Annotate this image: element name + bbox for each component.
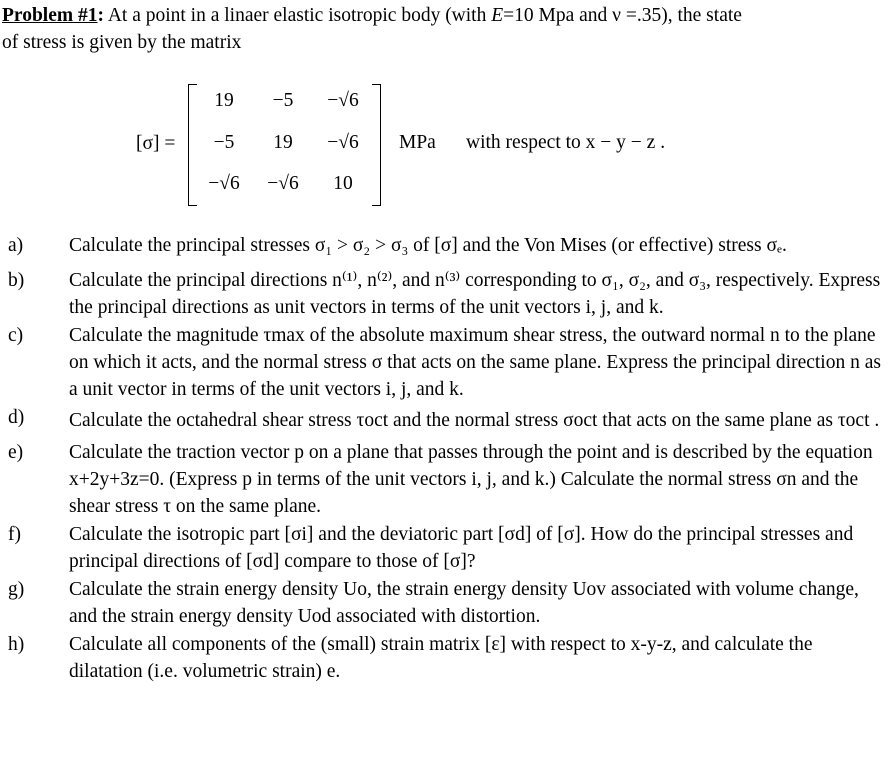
item-text: Calculate the octahedral shear stress τoct and the normal stress σoct that acts on the same plane as τoct . [69,410,880,431]
item-label: f) [8,524,21,545]
right-bracket [372,84,381,206]
list-item [0,404,888,438]
matrix-frame: with respect to x − y − z . [466,132,666,153]
item-text: Calculate the strain energy density Uo, the strain energy density Uov associated with volume change, and the strain energy density Uod associated with distortion. [69,579,859,627]
question-list [0,232,888,685]
matrix-cell: 19 [214,90,234,111]
matrix-cell: −5 [272,90,294,111]
matrix-lhs: [σ] = [136,133,176,154]
item-label: b) [8,270,25,291]
problem-title: Problem #1 [2,5,98,26]
list-item [0,322,888,403]
problem-intro [2,2,882,56]
item-label: h) [8,634,25,655]
matrix-cell: −√6 [208,173,240,194]
stress-matrix [0,80,888,210]
matrix-cell: −√6 [267,173,299,194]
title-colon: : [97,5,105,26]
matrix-cell: −√6 [327,132,359,153]
list-item [0,232,888,259]
list-item [0,576,888,630]
list-item [0,439,888,520]
item-label: d) [8,407,25,428]
matrix-cell: 10 [333,173,353,194]
item-text: Calculate the magnitude τmax of the absolute maximum shear stress, the outward normal n to the plane on which it acts, and the normal stress σ that acts on the same plane. Express the principal direction n as a unit vector in terms of the unit vectors i, j, and k. [69,325,881,400]
item-text: Calculate the traction vector p on a plane that passes through the point and is described by the equation x+2y+3z=0. (Express p in terms of the unit vectors i, j, and k.) Calculate the normal stress σn and the shear stress τ on the same plane. [69,442,873,517]
matrix-unit: MPa [399,132,436,153]
item-label: a) [8,235,24,256]
list-item [0,521,888,575]
modulus-symbol: E [491,5,504,26]
item-text: Calculate the isotropic part [σi] and the deviatoric part [σd] of [σ]. How do the principal stresses and principal directions of [σd] compare to those of [σ]? [69,524,854,572]
intro-line2: of stress is given by the matrix [2,32,242,53]
item-text: Calculate the principal stresses σ₁ > σ₂ > σ₃ of [σ] and the Von Mises (or effective) stress σₑ. [69,235,787,256]
item-label: e) [8,442,24,463]
list-item [0,267,888,321]
item-label: g) [8,579,25,600]
item-label: c) [8,325,24,346]
list-item [0,631,888,685]
modulus-value: =10 Mpa and ν =.35), the state [503,5,742,26]
intro-line1: At a point in a linaer elastic isotropic body (with [104,5,492,26]
matrix-cell: 19 [273,132,293,153]
matrix-cell: −√6 [327,90,359,111]
matrix-cell: −5 [213,132,235,153]
item-text: Calculate the principal directions n⁽¹⁾, n⁽²⁾, and n⁽³⁾ corresponding to σ₁, σ₂, and σ₃, respectively. Express the principal directions as unit vectors in terms of the unit vectors i, j, and k. [69,270,881,318]
item-text: Calculate all components of the (small) strain matrix [ε] with respect to x-y-z, and calculate the dilatation (i.e. volumetric strain) e. [69,634,813,682]
